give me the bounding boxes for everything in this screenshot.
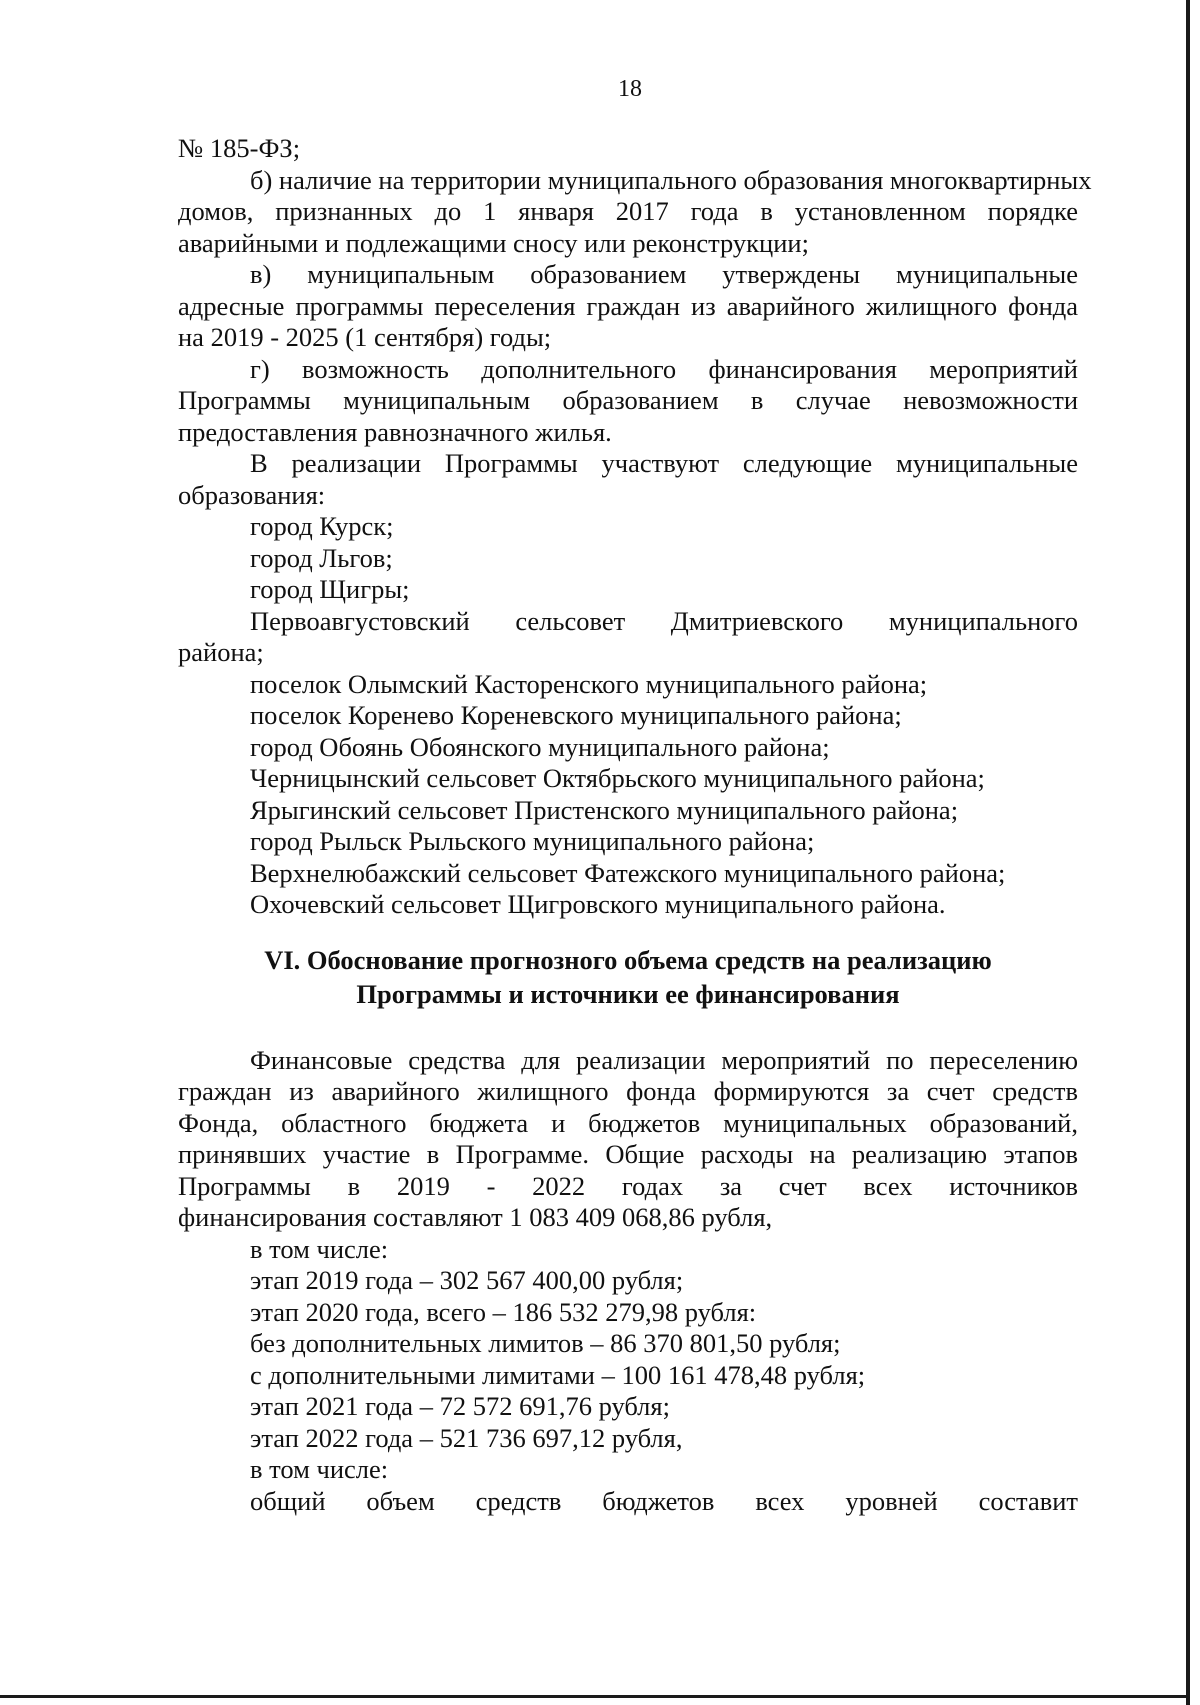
stage-item: в том числе: xyxy=(250,1454,389,1484)
stage-item: этап 2022 года – 521 736 697,12 рубля, xyxy=(250,1422,683,1453)
stage-item: в том числе: xyxy=(250,1233,389,1264)
municipality-item: Охочевский сельсовет Щигровского муниципального района. xyxy=(250,889,946,919)
text-line: в) муниципальным образованием утверждены муниципальные xyxy=(250,259,1078,289)
municipality-item: поселок Коренево Кореневского муниципального района; xyxy=(250,700,902,730)
section-heading xyxy=(178,943,1078,1011)
stage-item: с дополнительными лимитами – 100 161 478,48 рубля; xyxy=(250,1359,866,1390)
stage-item: этап 2019 года – 302 567 400,00 рубля; xyxy=(250,1265,684,1295)
municipality-item: город Рыльск Рыльского муниципального района; xyxy=(250,826,815,856)
text-line: № 185-ФЗ; xyxy=(178,133,301,163)
municipality-item: Ярыгинский сельсовет Пристенского муниципального района; xyxy=(250,794,959,825)
municipality-item: Черницынский сельсовет Октябрьского муниципального района; xyxy=(250,763,985,793)
text-line: В реализации Программы участвуют следующие муниципальные xyxy=(250,448,1078,478)
municipality-item: город Щигры; xyxy=(250,574,410,604)
scan-edge-bottom xyxy=(0,1695,1190,1698)
section-heading-line-2: Программы и источники ее финансирования xyxy=(356,978,900,1009)
text-line: адресные программы переселения граждан из аварийного жилищного фонда xyxy=(178,290,1078,321)
municipality-item: город Курск; xyxy=(250,511,394,541)
text-line: домов, признанных до 1 января 2017 года в установленном порядке xyxy=(178,196,1078,226)
text-line: г) возможность дополнительного финансирования мероприятий xyxy=(250,353,1078,384)
municipality-item: района; xyxy=(178,637,264,667)
text-line: граждан из аварийного жилищного фонда формируются за счет средств xyxy=(178,1076,1078,1106)
stage-item: этап 2021 года – 72 572 691,76 рубля; xyxy=(250,1391,670,1421)
text-line: на 2019 - 2025 (1 сентября) годы; xyxy=(178,322,552,352)
municipality-item: Первоавгустовский сельсовет Дмитриевского муниципального xyxy=(250,605,1078,636)
text-line: аварийными и подлежащими сносу или реконструкции; xyxy=(178,227,809,258)
municipality-item: Верхнелюбажский сельсовет Фатежского муниципального района; xyxy=(250,857,1006,888)
text-line: образования: xyxy=(178,479,326,510)
municipality-item: город Обоянь Обоянского муниципального района; xyxy=(250,731,830,762)
text-line: Фонда, областного бюджета и бюджетов муниципальных образований, xyxy=(178,1107,1078,1138)
text-line: предоставления равнозначного жилья. xyxy=(178,416,612,447)
text-line: принявших участие в Программе. Общие расходы на реализацию этапов xyxy=(178,1139,1078,1169)
text-line: Финансовые средства для реализации мероприятий по переселению xyxy=(250,1044,1078,1075)
municipality-item: город Льгов; xyxy=(250,542,393,573)
page-number: 18 xyxy=(618,76,642,102)
municipality-item: поселок Олымский Касторенского муниципального района; xyxy=(250,668,928,699)
stage-item: этап 2020 года, всего – 186 532 279,98 рубля: xyxy=(250,1296,757,1327)
text-line: Программы муниципальным образованием в случае невозможности xyxy=(178,385,1078,415)
text-line: б) наличие на территории муниципального образования многоквартирных xyxy=(250,164,1092,195)
text-line: Программы в 2019 - 2022 годах за счет всех источников xyxy=(178,1170,1078,1201)
stage-item: без дополнительных лимитов – 86 370 801,50 рубля; xyxy=(250,1328,841,1358)
spacer xyxy=(178,1011,1078,1045)
stage-item: общий объем средств бюджетов всех уровней составит xyxy=(250,1485,1078,1516)
document-body xyxy=(178,133,1092,1517)
section-heading-line-1: VI. Обоснование прогнозного объема средств на реализацию xyxy=(264,944,992,975)
text-line: финансирования составляют 1 083 409 068,86 рубля, xyxy=(178,1202,773,1232)
scan-edge-right xyxy=(1186,0,1190,1705)
